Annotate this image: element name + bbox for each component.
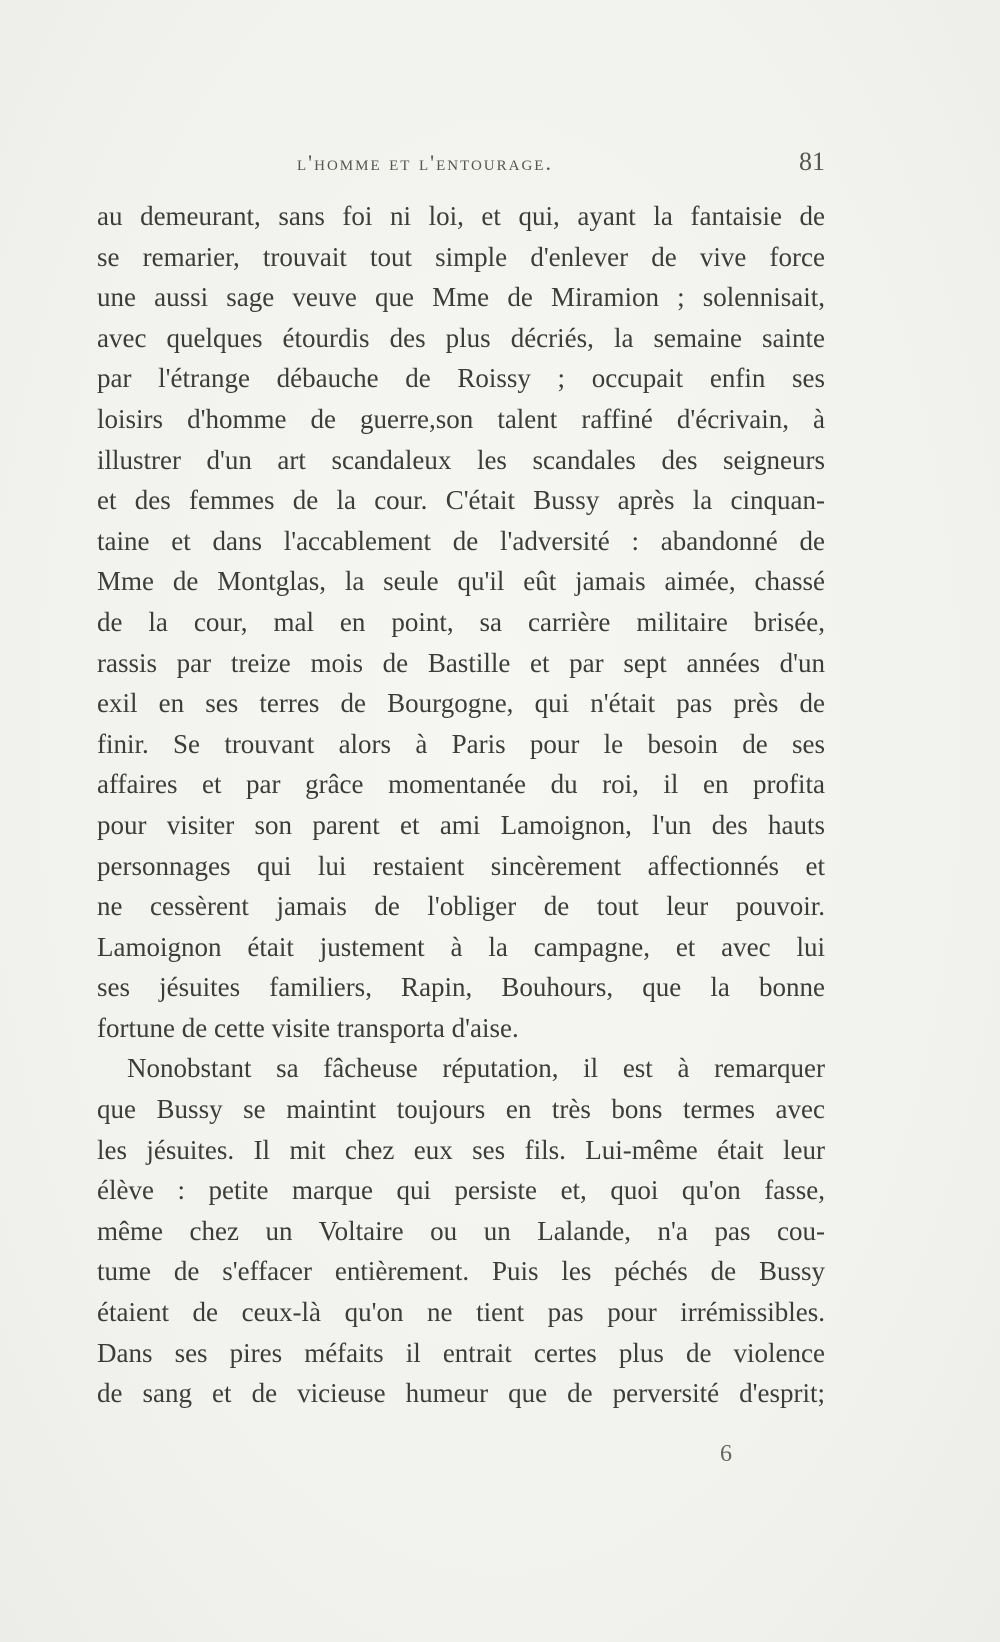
text-line: finir. Se trouvant alors à Paris pour le besoin de ses: [97, 728, 825, 759]
text-line: et des femmes de la cour. C'était Bussy après la cinquan-: [97, 485, 825, 516]
text-line: exil en ses terres de Bourgogne, qui n'était pas près de: [97, 688, 825, 719]
text-line: affaires et par grâce momentanée du roi, il en profita: [97, 769, 825, 800]
text-line: Lamoignon était justement à la campagne, et avec lui: [97, 931, 825, 962]
text-line: de sang et de vicieuse humeur que de perversité d'esprit;: [97, 1378, 825, 1409]
text-line: même chez un Voltaire ou un Lalande, n'a pas cou-: [97, 1215, 825, 1246]
text-line: ses jésuites familiers, Rapin, Bouhours, que la bonne: [97, 972, 825, 1003]
body-text: [97, 196, 825, 1414]
text-line: élève : petite marque qui persiste et, quoi qu'on fasse,: [97, 1175, 825, 1206]
text-line: étaient de ceux-là qu'on ne tient pas pour irrémissibles.: [97, 1297, 825, 1328]
text-line: loisirs d'homme de guerre,son talent raffiné d'écrivain, à: [97, 403, 825, 434]
text-line: ne cessèrent jamais de l'obliger de tout leur pouvoir.: [97, 891, 825, 922]
text-line: fortune de cette visite transporta d'aise.: [97, 1012, 519, 1043]
text-line: se remarier, trouvait tout simple d'enlever de vive force: [97, 241, 825, 272]
text-line: au demeurant, sans foi ni loi, et qui, ayant la fantaisie de: [97, 201, 825, 231]
text-line: par l'étrange débauche de Roissy ; occupait enfin ses: [97, 363, 825, 394]
text-line: les jésuites. Il mit chez eux ses fils. Lui-même était leur: [97, 1134, 825, 1165]
text-line: taine et dans l'accablement de l'adversité : abandonné de: [97, 525, 825, 556]
text-line: Nonobstant sa fâcheuse réputation, il est à remarquer: [127, 1053, 825, 1084]
text-line: une aussi sage veuve que Mme de Miramion ; solennisait,: [97, 282, 825, 313]
page-header: [97, 147, 825, 186]
text-line: avec quelques étourdis des plus décriés, la semaine sainte: [97, 322, 825, 353]
text-line: pour visiter son parent et ami Lamoignon, l'un des hauts: [97, 809, 825, 840]
text-line: Dans ses pires méfaits il entrait certes plus de violence: [97, 1337, 825, 1368]
signature-mark: 6: [720, 1441, 732, 1467]
text-line: tume de s'effacer entièrement. Puis les péchés de Bussy: [97, 1256, 825, 1287]
text-line: rassis par treize mois de Bastille et par sept années d'un: [97, 647, 825, 678]
text-line: illustrer d'un art scandaleux les scandales des seigneurs: [97, 444, 825, 475]
text-line: Mme de Montglas, la seule qu'il eût jamais aimée, chassé: [97, 566, 825, 597]
running-title: l'homme et l'entourage.: [297, 150, 553, 175]
text-line: de la cour, mal en point, sa carrière militaire brisée,: [97, 606, 825, 637]
text-line: personnages qui lui restaient sincèrement affectionnés et: [97, 850, 825, 881]
text-line: que Bussy se maintint toujours en très bons termes avec: [97, 1094, 825, 1125]
page-number: 81: [799, 147, 825, 176]
